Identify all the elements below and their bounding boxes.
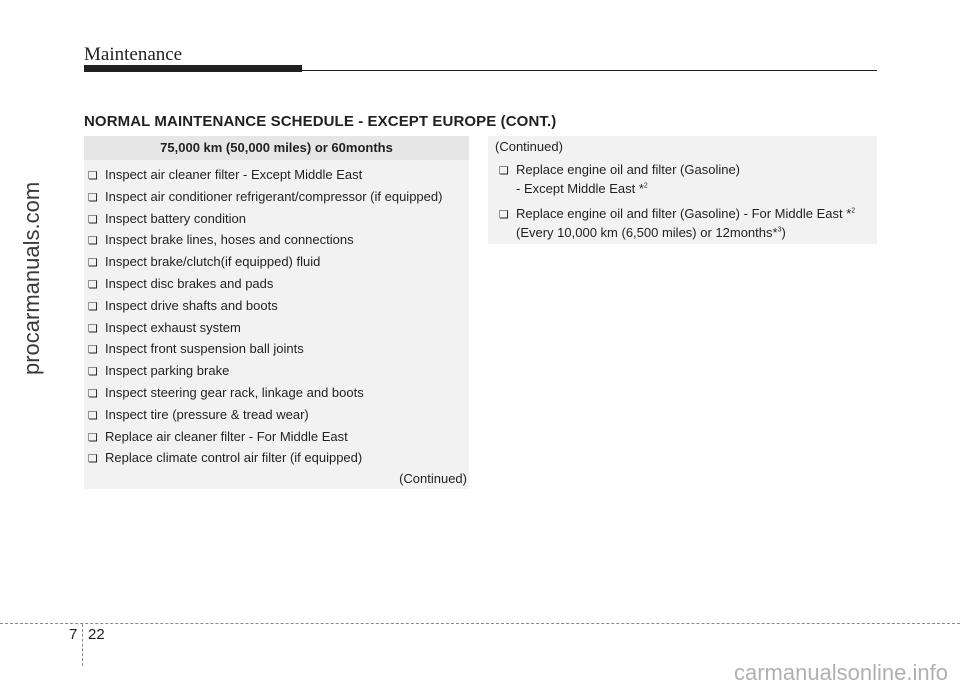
checklist-item [84, 164, 469, 186]
checklist-item [84, 186, 469, 208]
item-subtext-end: ) [781, 225, 786, 240]
item-subtext: (Every 10,000 km (6,500 miles) or 12months* [516, 225, 778, 240]
header-rule-thin [302, 70, 877, 71]
schedule-table-left [84, 136, 469, 489]
footnote-ref: 2 [643, 182, 648, 190]
page-heading: NORMAL MAINTENANCE SCHEDULE - EXCEPT EUROPE (CONT.) [84, 113, 557, 130]
footer-divider [0, 623, 960, 624]
checklist-item-engine-oil [499, 161, 740, 198]
item-text: Inspect disc brakes and pads [105, 275, 274, 291]
checklist-item [84, 338, 469, 360]
section-title: Maintenance [84, 44, 183, 65]
checkbox-icon: ❏ [88, 278, 98, 291]
checkbox-icon: ❏ [499, 209, 509, 221]
checkbox-icon: ❏ [499, 165, 509, 177]
checklist-item [84, 447, 469, 469]
page-number: 22 [88, 626, 105, 643]
continued-label: (Continued) [399, 471, 467, 486]
item-text: Replace engine oil and filter (Gasoline) - For Middle East * [516, 206, 852, 221]
checklist-item [84, 382, 469, 404]
interval-header: 75,000 km (50,000 miles) or 60months [84, 136, 469, 160]
checkbox-icon: ❏ [88, 213, 98, 226]
checkbox-icon: ❏ [88, 453, 98, 466]
checkbox-icon: ❏ [88, 257, 98, 270]
item-text: Inspect front suspension ball joints [105, 341, 304, 357]
item-text: Inspect air conditioner refrigerant/compressor (if equipped) [105, 188, 443, 204]
checklist-item [84, 208, 469, 230]
checklist-item [84, 360, 469, 382]
item-text: Inspect drive shafts and boots [105, 297, 278, 313]
checklist-item [84, 295, 469, 317]
checkbox-icon: ❏ [88, 300, 98, 313]
checkbox-icon: ❏ [88, 235, 98, 248]
header-rule-thick [84, 65, 302, 72]
checklist-item [84, 426, 469, 448]
footer-separator [82, 624, 83, 666]
checkbox-icon: ❏ [88, 409, 98, 422]
checkbox-icon: ❏ [88, 191, 98, 204]
checkbox-icon: ❏ [88, 387, 98, 400]
checkbox-icon: ❏ [88, 344, 98, 357]
checkbox-icon: ❏ [88, 431, 98, 444]
checkbox-icon: ❏ [88, 366, 98, 379]
checklist-item [84, 273, 469, 295]
item-text: Inspect brake lines, hoses and connections [105, 232, 354, 248]
checklist-item-engine-oil-middle-east [499, 205, 855, 242]
watermark-side: procarmanuals.com [19, 181, 44, 375]
checklist [84, 160, 469, 469]
footnote-ref: 2 [851, 207, 856, 215]
item-text: Inspect parking brake [105, 363, 230, 379]
item-text: Inspect exhaust system [105, 319, 241, 335]
chapter-number: 7 [69, 626, 78, 643]
item-text: Inspect brake/clutch(if equipped) fluid [105, 254, 321, 270]
footnote-ref: 3 [777, 226, 782, 234]
schedule-table-right [488, 136, 877, 244]
item-text: Replace air cleaner filter - For Middle East [105, 428, 348, 444]
item-subtext: - Except Middle East * [516, 181, 644, 196]
item-text: Inspect tire (pressure & tread wear) [105, 406, 309, 422]
item-text: Inspect air cleaner filter - Except Middle East [105, 167, 363, 182]
continued-label-right: (Continued) [495, 139, 563, 154]
checklist-item [84, 229, 469, 251]
item-text: Inspect battery condition [105, 210, 246, 226]
item-text: Replace climate control air filter (if equipped) [105, 450, 363, 466]
item-text: Replace engine oil and filter (Gasoline) [516, 162, 741, 177]
checkbox-icon: ❏ [88, 322, 98, 335]
checklist-item [84, 317, 469, 339]
checklist-item [84, 404, 469, 426]
checkbox-icon: ❏ [88, 170, 98, 182]
item-text: Inspect steering gear rack, linkage and boots [105, 384, 364, 400]
checklist-item [84, 251, 469, 273]
watermark-bottom: carmanualsonline.info [733, 660, 948, 685]
